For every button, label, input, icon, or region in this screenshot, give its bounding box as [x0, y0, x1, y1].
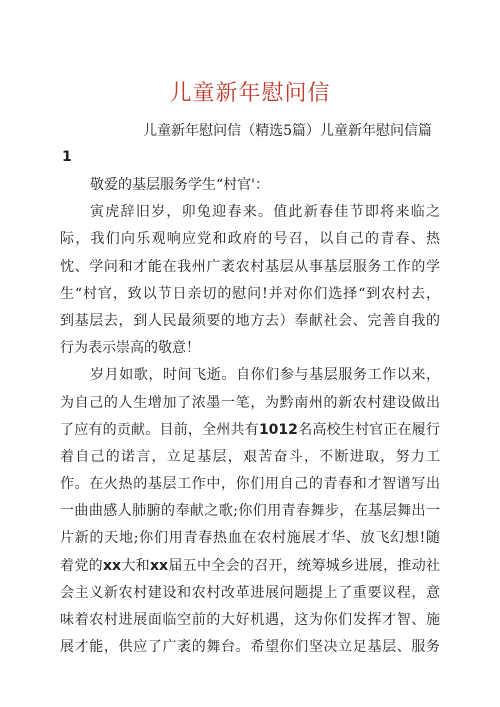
body-text: 味着农村进展面临空前的大好机遇，这为你们发挥才智、施	[60, 612, 440, 628]
body-text: 为自己的人生增加了浓墨一笔，为黔南州的新农村建设做出	[60, 394, 440, 411]
body-line	[60, 335, 440, 362]
body-line	[60, 525, 440, 552]
body-line	[60, 281, 440, 308]
body-line	[60, 498, 440, 525]
body-text: 岁月如歌，时间飞逝。自你们参与基层服务工作以来，	[90, 367, 440, 384]
body-line	[60, 444, 440, 471]
body-text: 会主义新农村建设和农村改革进展问题提上了重要议程，意	[60, 584, 440, 601]
body-line	[60, 308, 440, 335]
body-line	[60, 607, 440, 634]
body-line	[60, 634, 440, 661]
body-text: 着党的	[60, 557, 103, 574]
body-line	[60, 471, 440, 498]
document-body	[60, 172, 440, 661]
body-text: 到基层去，到人民最须要的地方去）奉献社会、完善自我的	[60, 312, 440, 329]
body-text: 行为表示崇高的敬意！	[60, 340, 200, 357]
body-bold-text: xx	[102, 557, 122, 574]
body-text: 际，我们向乐观响应党和政府的号召，以自己的青春、热	[60, 231, 440, 248]
body-line	[60, 580, 440, 607]
body-text: 寅虎辞旧岁，卯兔迎春来。值此新春佳节即将来临之	[90, 204, 440, 221]
body-line	[60, 226, 440, 253]
body-text: 展才能，供应了广袤的舞台。希望你们坚决立足基层、服务	[60, 639, 440, 656]
body-text: 了应有的贡献。目前，全州共有	[60, 421, 259, 438]
body-text: 敬爱的基层服务学生“村官'：	[90, 177, 270, 193]
body-line	[60, 417, 440, 444]
body-text: 生“村官，致以节日亲切的慰问!并对你们选择“到农村去，	[60, 285, 440, 302]
body-line	[60, 553, 440, 580]
body-text: 届五中全会的召开，统筹城乡进展，推动社	[168, 557, 441, 574]
body-line	[60, 390, 440, 417]
document-subtitle: 儿童新年慰问信（精选5篇）儿童新年慰问信篇	[143, 123, 432, 139]
body-line	[60, 362, 440, 389]
body-text: 一曲曲感人肺腑的奉献之歌;你们用青春舞步，在基层舞出一	[60, 503, 440, 520]
body-bold-text: xx	[149, 557, 169, 574]
body-text: 作。在火热的基层工作中，你们用自己的青春和才智谱写出	[60, 476, 440, 493]
body-line	[60, 199, 440, 226]
body-text: 着自己的诺言，立足基层，艰苦奋斗，不断进取，努力工	[60, 448, 440, 465]
document-subtitle-number: 1	[62, 149, 72, 165]
body-text: 名高校生村官正在履行	[297, 421, 441, 438]
document-title: 儿童新年慰问信	[169, 81, 331, 106]
body-line	[60, 172, 440, 199]
body-line	[60, 254, 440, 281]
body-text: 大和	[121, 557, 150, 574]
body-bold-text: 1012	[258, 421, 298, 438]
body-text: 忱、学问和才能在我州广袤农村基层从事基层服务工作的学	[60, 258, 440, 275]
body-text: 片新的天地;你们用青春热血在农村施展才华、放飞幻想!随	[60, 530, 440, 547]
